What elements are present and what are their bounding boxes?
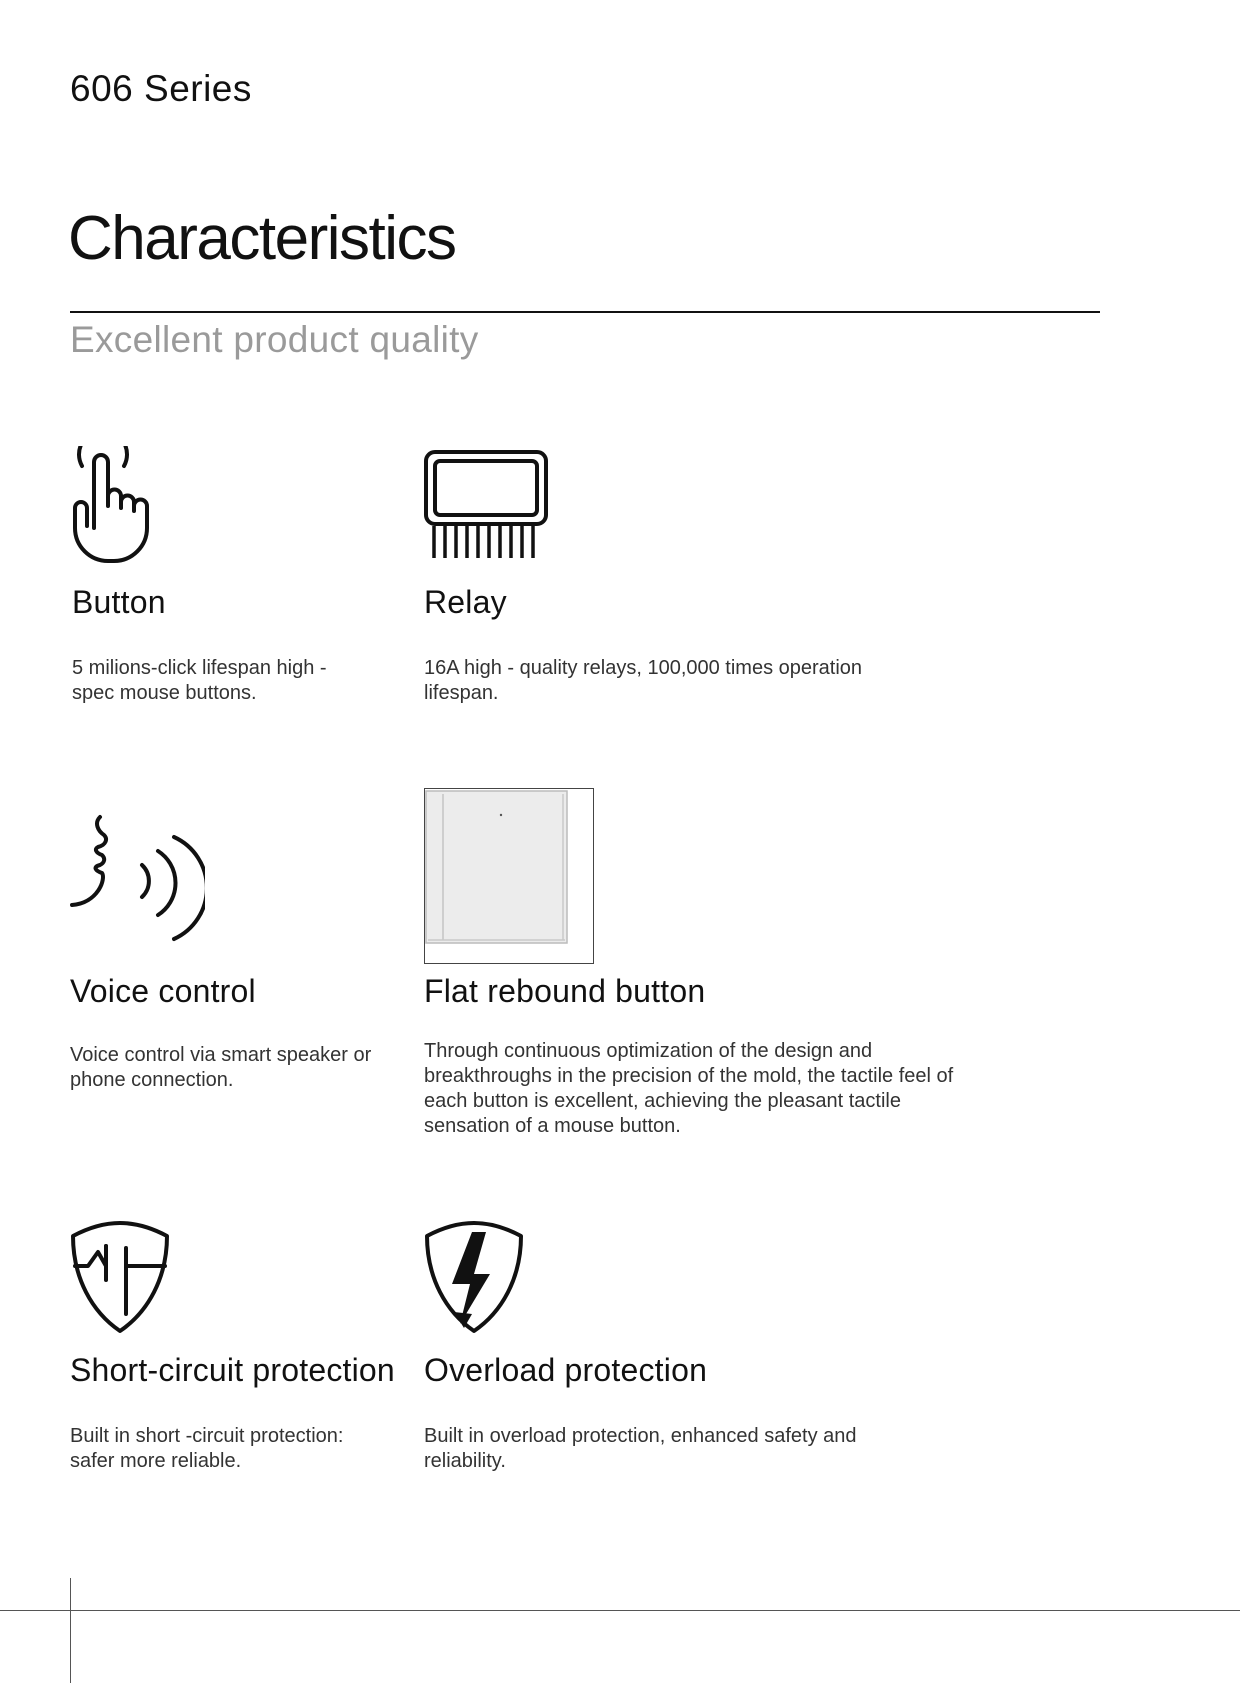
feature-description: Voice control via smart speaker or phone connection. [70, 1044, 372, 1091]
flat-switch-image [424, 788, 594, 964]
feature-description: 5 milions-click lifespan high -spec mouse buttons. [72, 657, 327, 704]
feature-title: Overload protection [424, 1352, 708, 1388]
feature-description: Through continuous optimization of the design and breakthroughs in the precision of the mold, the tactile feel of each button is excellent, achieving the pleasant tactile sensation of a mouse button. [424, 1040, 954, 1137]
feature-title: Flat rebound button [424, 973, 706, 1009]
feature-title: Relay [424, 584, 507, 620]
title-divider [70, 311, 1100, 313]
feature-title: Button [72, 584, 166, 620]
feature-flat-rebound-button [424, 788, 964, 1148]
feature-description: Built in short -circuit protection: safer more reliable. [70, 1425, 344, 1472]
feature-description: Built in overload protection, enhanced safety and reliability. [424, 1425, 857, 1472]
feature-overload-protection [424, 1220, 944, 1480]
feature-button [72, 446, 402, 716]
footer-rule [0, 1610, 1240, 1611]
feature-description: 16A high - quality relays, 100,000 times operation lifespan. [424, 657, 863, 704]
lightning-shield-icon [424, 1220, 524, 1334]
feature-title: Voice control [70, 973, 256, 1009]
section-subtitle: Excellent product quality [70, 319, 479, 360]
relay-icon [424, 450, 550, 560]
feature-voice-control [70, 813, 400, 1103]
finger-press-icon [72, 446, 152, 566]
feature-relay [424, 450, 944, 716]
voice-waves-icon [70, 813, 205, 943]
short-circuit-shield-icon [70, 1220, 170, 1334]
footer-margin-line [70, 1578, 71, 1683]
page-title: Characteristics [68, 204, 456, 273]
feature-title: Short-circuit protection [70, 1352, 395, 1388]
series-label: 606 Series [70, 68, 252, 109]
feature-short-circuit-protection [70, 1220, 410, 1480]
